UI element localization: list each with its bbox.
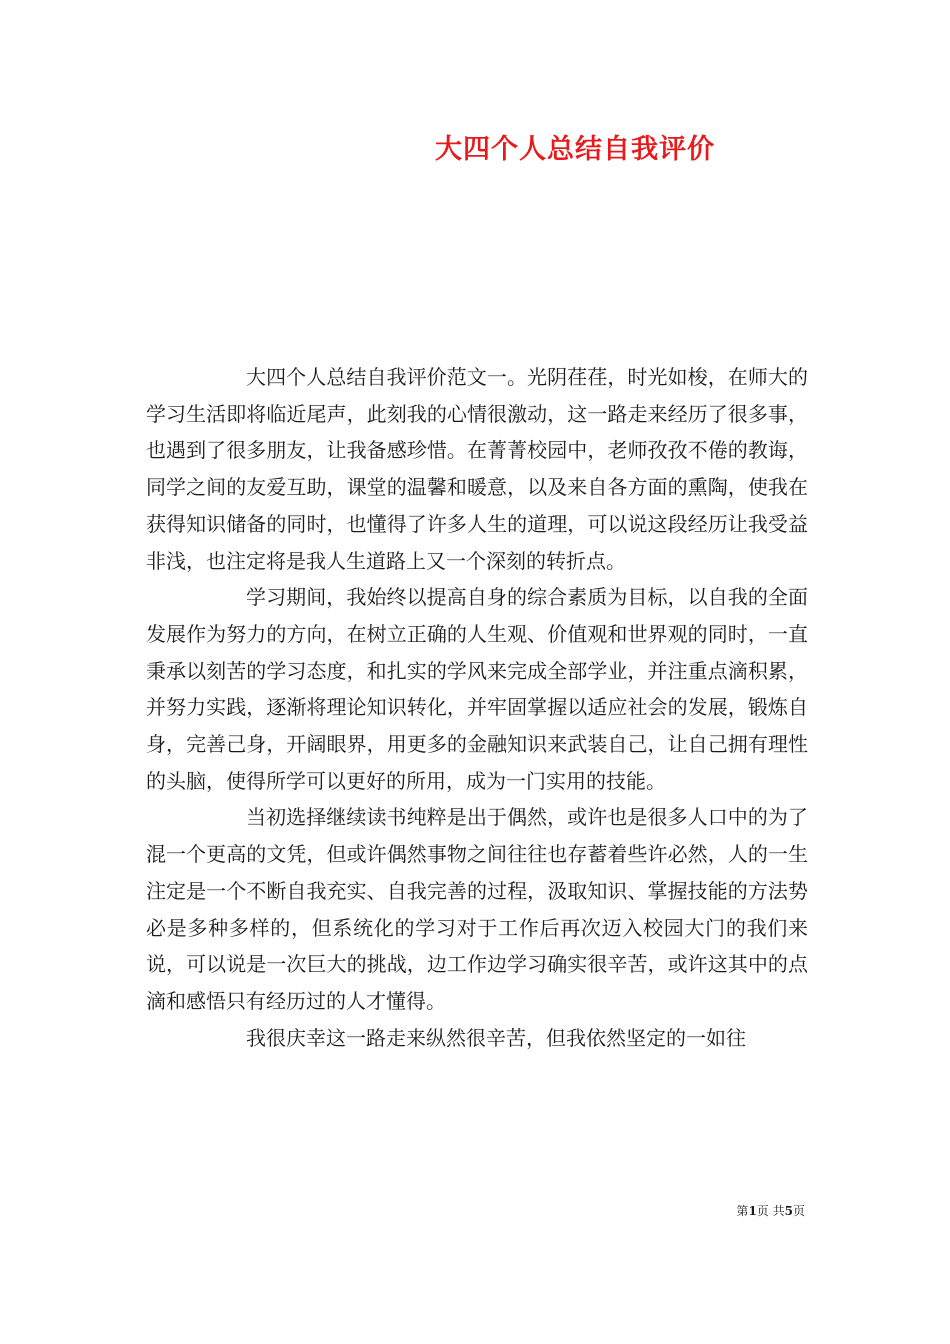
footer-page-number: 1 <box>748 1204 757 1218</box>
footer-prefix: 第 <box>736 1204 749 1218</box>
footer-total-pages: 5 <box>784 1204 793 1218</box>
footer-middle: 页 共 <box>756 1204 785 1218</box>
page-footer <box>736 1203 805 1219</box>
paragraph-3: 当初选择继续读书纯粹是出于偶然，或许也是很多人口中的为了混一个更高的文凭，但或许偶然事物之间往往也存蓄着些许必然，人的一生注定是一个不断自我充实、自我完善的过程，汲取知识、掌握技能的方法势必是多种多样的，但系统化的学习对于工作后再次迈入校园大门的我们来说，可以说是一次巨大的挑战，边工作边学习确实很辛苦，或许这其中的点滴和感悟只有经历过的人才懂得。 <box>146 805 808 1013</box>
footer-suffix: 页 <box>792 1204 805 1218</box>
document-body <box>146 359 808 1056</box>
paragraph-2: 学习期间，我始终以提高自身的综合素质为目标，以自我的全面发展作为努力的方向，在树立正确的人生观、价值观和世界观的同时，一直秉承以刻苦的学习态度，和扎实的学风来完成全部学业，并注重点滴积累，并努力实践，逐渐将理论知识转化，并牢固掌握以适应社会的发展，锻炼自身，完善己身，开阔眼界，用更多的金融知识来武装自己，让自己拥有理性的头脑，使得所学可以更好的所用，成为一门实用的技能。 <box>146 585 808 793</box>
paragraph-4: 我很庆幸这一路走来纵然很辛苦，但我依然坚定的一如往 <box>246 1025 746 1050</box>
document-title: 大四个人总结自我评价 <box>435 134 715 165</box>
paragraph-1: 大四个人总结自我评价范文一。光阴荏荏，时光如梭，在师大的学习生活即将临近尾声，此刻我的心情很激动，这一路走来经历了很多事，也遇到了很多朋友，让我备感珍惜。在菁菁校园中，老师孜孜不倦的教诲，同学之间的友爱互助，课堂的温馨和暖意，以及来自各方面的熏陶，使我在获得知识储备的同时，也懂得了许多人生的道理，可以说这段经历让我受益非浅，也注定将是我人生道路上又一个深刻的转折点。 <box>146 365 808 573</box>
